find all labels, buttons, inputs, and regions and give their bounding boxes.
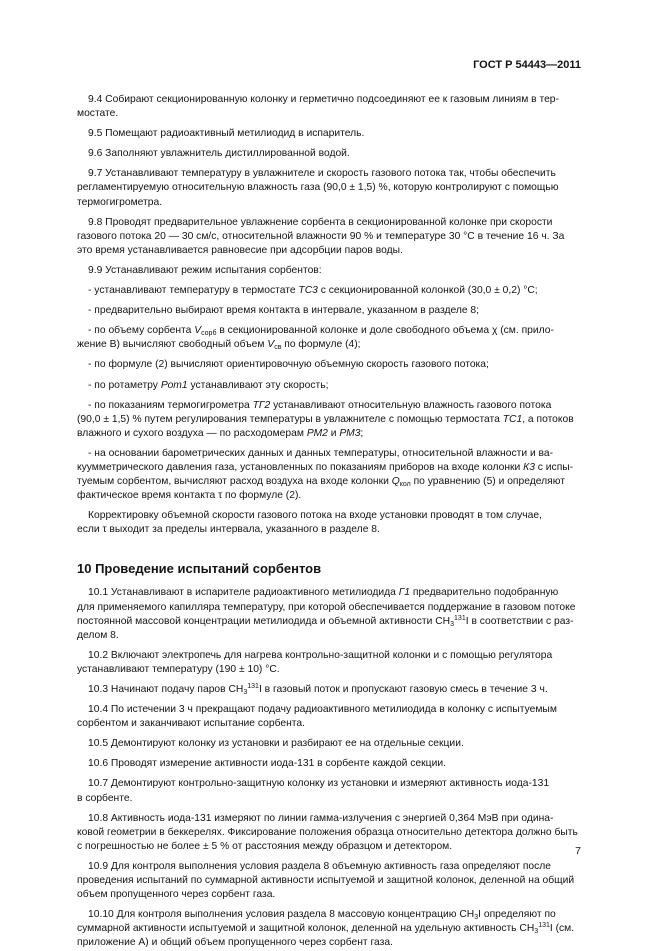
text-line — [77, 127, 580, 141]
text-line — [77, 629, 580, 643]
text-line — [77, 683, 580, 697]
text-line — [77, 447, 580, 461]
text-run: и — [327, 427, 340, 439]
text-line — [77, 757, 580, 771]
text-line — [77, 244, 580, 258]
text-run: по формуле (4); — [281, 339, 361, 351]
text-line — [77, 264, 580, 278]
italic-text: V — [267, 339, 275, 351]
text-line — [77, 147, 580, 161]
text-run: туемым сорбентом, вычисляют расход воздуха на входе колонки — [77, 476, 392, 488]
text-line — [77, 523, 580, 537]
text-run: ковой геометрии в беккерелях. Фиксирование положения образца относительно детектора должно быть — [77, 826, 578, 838]
text-line — [77, 908, 580, 922]
text-run: в секционированной колонке и доле свободного объема χ (см. прило- — [216, 325, 554, 337]
text-run: если τ выходит за пределы интервала, указанного в разделе 8. — [77, 524, 380, 536]
italic-text: V — [194, 325, 202, 337]
text-run: 10.7 Демонтируют контрольно-защитную колонку из установки и измеряют активность иода-131 — [88, 778, 550, 790]
text-line — [77, 601, 580, 615]
text-run: - на основании барометрических данных и данных температуры, относительной влажности и ва- — [88, 447, 554, 459]
document-body — [77, 93, 580, 951]
text-line — [77, 874, 580, 888]
text-run: в сорбенте. — [77, 792, 133, 804]
text-line — [77, 717, 580, 731]
text-run: с секционированной колонкой (30,0 ± 0,2) °С; — [317, 285, 538, 297]
text-run: 9.6 Заполняют увлажнитель дистиллированной водой. — [88, 148, 350, 160]
italic-text: РМ3 — [339, 427, 361, 439]
text-line — [77, 324, 580, 338]
text-run: - по объему сорбента — [88, 325, 195, 337]
text-line — [77, 663, 580, 677]
text-run: - предварительно выбирают время контакта в интервале, указанном в разделе 8; — [88, 305, 480, 317]
text-run: - по формуле (2) вычисляют ориентировочную объемную скорость газового потока; — [88, 359, 489, 371]
text-line — [77, 509, 580, 523]
text-run: устанавливают эту скорость; — [187, 379, 329, 391]
section-9-body — [77, 93, 580, 537]
subscript: 3 — [450, 620, 455, 628]
page-number: 7 — [575, 845, 581, 857]
text-line — [77, 338, 580, 352]
text-run: - устанавливают температуру в термостате — [88, 285, 299, 297]
text-run: сорбентом и заканчивают испытание сорбента. — [77, 718, 305, 730]
text-line — [77, 427, 580, 441]
text-run: это время устанавливается равновесие при адсорбции паров воды. — [77, 244, 403, 256]
text-run: 10.5 Демонтируют колонку из установки и разбирают ее на отдельные секции. — [88, 738, 464, 750]
section-10-heading: 10 Проведение испытаний сорбентов — [77, 561, 322, 577]
text-line — [77, 792, 580, 806]
text-run: Корректировку объемной скорости газового потока на входе установки проводят в том случае, — [88, 510, 542, 522]
text-run: I (см. — [549, 923, 575, 935]
subscript: св — [274, 344, 282, 352]
text-line — [77, 399, 580, 413]
text-run: проведения испытаний по суммарной активности испытуемой и защитной колонок, деленной на общий — [77, 875, 575, 887]
text-run: - по ротаметру — [88, 379, 161, 391]
text-run: 10.9 Для контроля выполнения условия раздела 8 объемную активность газа определяют после — [88, 860, 552, 872]
text-run: устанавливают относительную влажность газового потока — [270, 399, 552, 411]
text-line — [77, 358, 580, 372]
text-run: устанавливают температуру (190 ± 10) °С. — [77, 663, 280, 675]
text-run: мостате. — [77, 108, 119, 120]
text-line — [77, 461, 580, 475]
text-line — [77, 586, 580, 600]
text-line — [77, 196, 580, 210]
subscript: 3 — [243, 689, 248, 696]
text-run: , а потоков — [522, 413, 574, 425]
text-run: 10.8 Активность иода-131 измеряют по линии гамма-излучения с энергией 0,364 МэВ при одина- — [88, 812, 554, 824]
text-run: 10.3 Начинают подачу паров CH — [88, 684, 244, 695]
text-line — [77, 107, 580, 121]
text-line — [77, 936, 580, 950]
superscript: 131 — [454, 614, 466, 622]
text-run: фактическое время контакта τ по формуле (2). — [77, 490, 302, 502]
text-run: куумметрического давления газа, установленных по показаниям приборов на входе колонки — [77, 461, 524, 473]
subscript: 3 — [534, 928, 539, 936]
text-run: приложение А) и общий объем пропущенного через сорбент газа. — [77, 937, 393, 949]
text-run: 9.7 Устанавливают температуру в увлажнителе и скорость газового потока так, чтобы обеспечить — [88, 168, 556, 180]
text-run: 9.8 Проводят предварительное увлажнение сорбента в секционированной колонке при скорости — [88, 216, 553, 228]
text-line — [77, 167, 580, 181]
text-run: объем пропущенного через сорбент газа. — [77, 889, 276, 901]
text-run: жение В) вычисляют свободный объем — [77, 339, 268, 351]
text-line — [77, 475, 580, 489]
text-run: - по показаниям термогигрометра — [88, 399, 253, 411]
text-run: I в газовый поток и пропускают газовую смесь в течение 3 ч. — [258, 684, 548, 695]
text-line — [77, 230, 580, 244]
text-line — [77, 489, 580, 503]
text-run: I в соответствии с раз- — [465, 615, 574, 627]
text-run: суммарной активности испытуемой и защитной колонок, деленной на удельную активность CH — [77, 923, 535, 935]
text-line — [77, 93, 580, 107]
subscript: кол — [399, 481, 411, 489]
text-run: 10.6 Проводят измерение активности иода-131 в сорбенте каждой секции. — [88, 758, 446, 770]
italic-text: ТС3 — [298, 285, 318, 297]
italic-text: Рот1 — [160, 379, 188, 391]
text-run: 10.4 По истечении 3 ч прекращают подачу радиоактивного метилиодида в колонку с испытуемым — [88, 704, 557, 716]
text-run: влажного и сухого воздуха — по расходомерам — [77, 427, 307, 439]
text-run: 10.1 Устанавливают в испарителе радиоактивного метилиодида — [88, 587, 399, 599]
text-run: для применяемого капилляра температуру, при которой обеспечивается поддержание в газовом потоке — [77, 601, 576, 613]
standard-number: ГОСТ Р 54443—2011 — [473, 59, 581, 71]
text-line — [77, 777, 580, 791]
text-line — [77, 649, 580, 663]
section-10-body — [77, 586, 580, 950]
text-line — [77, 615, 580, 629]
subscript: 3 — [474, 914, 479, 922]
text-line — [77, 181, 580, 195]
text-run: (90,0 ± 1,5) % путем регулирования температуры в увлажнителе с помощью термостата — [77, 413, 503, 425]
text-line — [77, 840, 580, 854]
text-run: делом 8. — [77, 629, 119, 641]
text-run: с испы- — [534, 461, 574, 473]
subscript: сорб — [201, 330, 217, 338]
text-run: термогигрометра. — [77, 196, 163, 208]
italic-text: К3 — [523, 461, 535, 473]
text-line — [77, 304, 580, 318]
text-line — [77, 379, 580, 393]
text-run: 9.9 Устанавливают режим испытания сорбентов: — [88, 264, 322, 276]
text-line — [77, 703, 580, 717]
text-line — [77, 216, 580, 230]
text-run: 9.5 Помещают радиоактивный метилиодид в испаритель. — [88, 128, 365, 140]
text-run: 10.2 Включают электропечь для нагрева контрольно-защитной колонки и с помощью регулятора — [88, 649, 553, 661]
text-run: постоянной массовой концентрации метилиодида и объемной активности CH — [77, 615, 451, 627]
text-line — [77, 888, 580, 902]
italic-text: ТС1 — [502, 413, 523, 425]
text-run: регламентируемую относительную влажность газа (90,0 ± 1,5) %, которую контролируют с помощью — [77, 182, 559, 194]
text-run: 9.4 Собирают секционированную колонку и герметично подсоединяют ее к газовым линиям в тер- — [88, 94, 559, 105]
text-run: по уравнению (5) и определяют — [410, 476, 565, 488]
text-run: 10.10 Для контроля выполнения условия раздела 8 массовую концентрацию CH — [88, 909, 475, 921]
italic-text: Г1 — [398, 587, 411, 599]
text-line — [77, 826, 580, 840]
italic-text: РМ2 — [306, 427, 328, 439]
text-run: предварительно подобранную — [410, 587, 559, 599]
text-line — [77, 860, 580, 874]
superscript: 131 — [538, 922, 550, 930]
text-line — [77, 922, 580, 936]
text-line — [77, 413, 580, 427]
text-run: ; — [360, 427, 364, 439]
text-run: с погрешностью не более ± 5 % от расстояния между образцом и детектором. — [77, 840, 453, 852]
text-run: I определяют по — [478, 909, 556, 921]
text-line — [77, 284, 580, 298]
text-line — [77, 812, 580, 826]
italic-text: Q — [391, 476, 400, 488]
text-run: газового потока 20 — 30 см/с, относительной влажности 90 % и температуре 30 °С в течение 16 ч. За — [77, 230, 565, 242]
italic-text: ТГ2 — [252, 399, 271, 411]
superscript: 131 — [247, 683, 259, 690]
text-line — [77, 737, 580, 751]
